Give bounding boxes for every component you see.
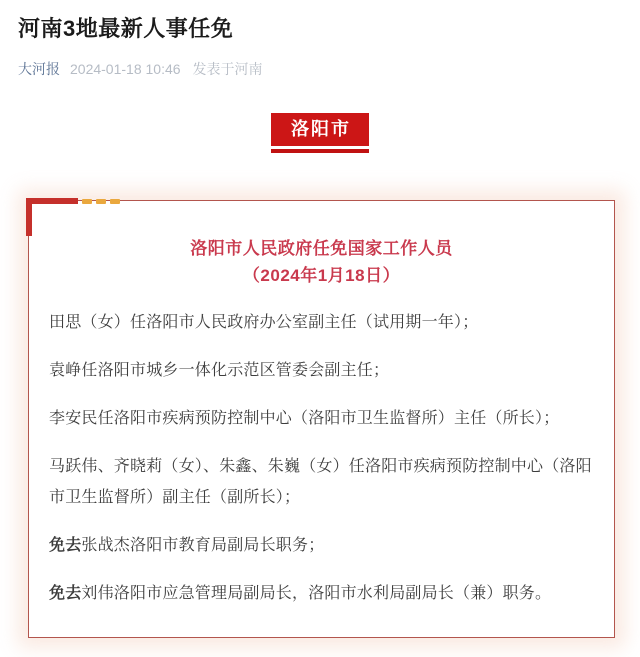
publish-location: 发表于河南: [192, 61, 263, 77]
notice-title: [49, 235, 594, 289]
notice-body: [49, 307, 594, 609]
notice-paragraph: [49, 403, 594, 434]
city-badge-underline: [271, 149, 369, 153]
notice-paragraph: [49, 355, 594, 386]
notice-title-line1: 洛阳市人民政府任免国家工作人员: [190, 239, 453, 258]
notice-paragraph: [49, 451, 594, 513]
paragraph-bold-prefix: 免去: [49, 585, 82, 602]
source-account-link[interactable]: 大河报: [18, 61, 60, 77]
notice-paragraph: [49, 530, 594, 561]
paragraph-text: 田思（女）任洛阳市人民政府办公室副主任（试用期一年）；: [49, 314, 479, 331]
paragraph-text: 张战杰洛阳市教育局副局长职务；: [81, 537, 325, 554]
paragraph-text: 马跃伟、齐晓莉（女）、朱鑫、朱巍（女）任洛阳市疾病预防控制中心（洛阳市卫生监督所）副主任（副所长）；: [49, 458, 592, 506]
accent-dash: [110, 199, 120, 204]
notice-card: [28, 200, 615, 638]
article-title: 河南3地最新人事任免: [18, 16, 234, 41]
notice-title-line2: （2024年1月18日）: [242, 266, 401, 285]
city-badge-section: [0, 113, 640, 153]
corner-accent-horizontal: [26, 198, 78, 204]
publish-timestamp: 2024-01-18 10:46: [70, 61, 181, 77]
notice-paragraph: [49, 578, 594, 609]
byline: [0, 59, 640, 79]
paragraph-text: 李安民任洛阳市疾病预防控制中心（洛阳市卫生监督所）主任（所长）；: [49, 410, 560, 427]
corner-accent-vertical: [26, 198, 32, 236]
accent-dash: [82, 199, 92, 204]
paragraph-bold-prefix: 免去: [49, 537, 82, 554]
accent-dash: [96, 199, 106, 204]
city-badge: 洛阳市: [271, 113, 369, 146]
corner-accent-dashes: [82, 199, 120, 204]
notice-paragraph: [49, 307, 594, 338]
paragraph-text: 刘伟洛阳市应急管理局副局长，洛阳市水利局副局长（兼）职务。: [81, 585, 552, 602]
paragraph-text: 袁峥任洛阳市城乡一体化示范区管委会副主任；: [49, 362, 390, 379]
